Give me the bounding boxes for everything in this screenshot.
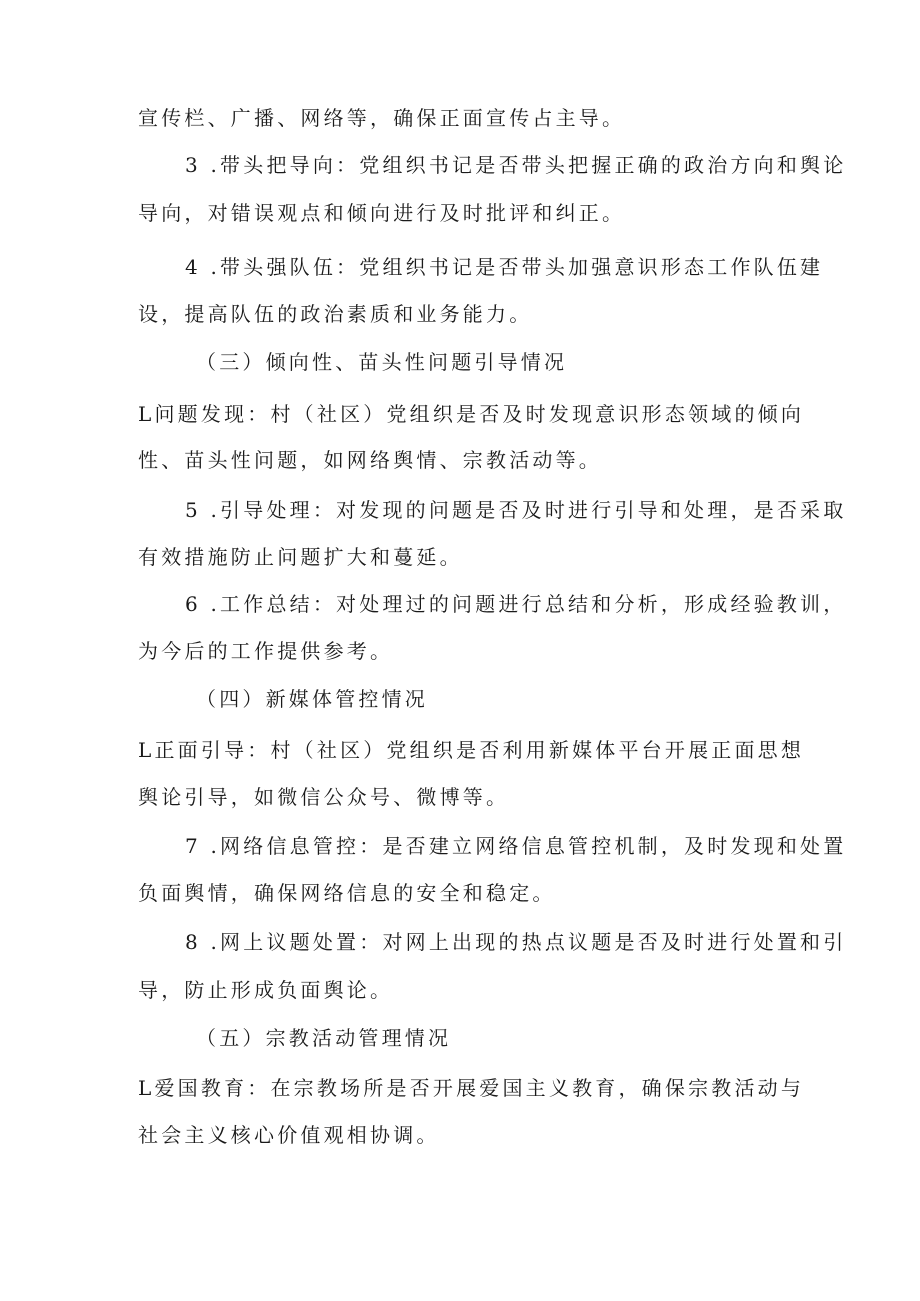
text-line: L问题发现：村（社区）党组织是否及时发现意识形态领域的倾向 <box>138 402 805 426</box>
text-line: 7 .网络信息管控：是否建立网络信息管控机制，及时发现和处置 <box>185 834 847 858</box>
text-line: 5 .引导处理：对发现的问题是否及时进行引导和处理，是否采取 <box>185 498 847 522</box>
text-line: 负面舆情，确保网络信息的安全和稳定。 <box>138 881 556 905</box>
text-line: 舆论引导，如微信公众号、微博等。 <box>138 785 510 809</box>
text-line: 导向，对错误观点和倾向进行及时批评和纠正。 <box>138 201 626 225</box>
text-line: L正面引导：村（社区）党组织是否利用新媒体平台开展正面思想 <box>138 738 805 762</box>
text-line: 8 .网上议题处置：对网上出现的热点议题是否及时进行处置和引 <box>185 930 847 954</box>
text-line: 4 .带头强队伍：党组织书记是否带头加强意识形态工作队伍建 <box>185 255 824 279</box>
text-line: 导，防止形成负面舆论。 <box>138 978 394 1002</box>
text-line: 6 .工作总结：对处理过的问题进行总结和分析，形成经验教训， <box>185 592 847 616</box>
text-line: 有效措施防止问题扩大和蔓延。 <box>138 545 463 569</box>
text-line: 设，提高队伍的政治素质和业务能力。 <box>138 302 533 326</box>
section-heading: （四）新媒体管控情况 <box>196 687 428 711</box>
text-line: 社会主义核心价值观相协调。 <box>138 1123 440 1147</box>
section-heading: （五）宗教活动管理情况 <box>196 1026 452 1050</box>
text-line: 为今后的工作提供参考。 <box>138 639 394 663</box>
section-heading: （三）倾向性、苗头性问题引导情况 <box>196 350 568 374</box>
text-line: 性、苗头性问题，如网络舆情、宗教活动等。 <box>138 448 602 472</box>
text-line: 3 .带头把导向：党组织书记是否带头把握正确的政治方向和舆论 <box>185 153 847 177</box>
text-line: L爱国教育：在宗教场所是否开展爱国主义教育，确保宗教活动与 <box>138 1076 805 1100</box>
text-line: 宣传栏、广播、网络等，确保正面宣传占主导。 <box>138 106 626 130</box>
